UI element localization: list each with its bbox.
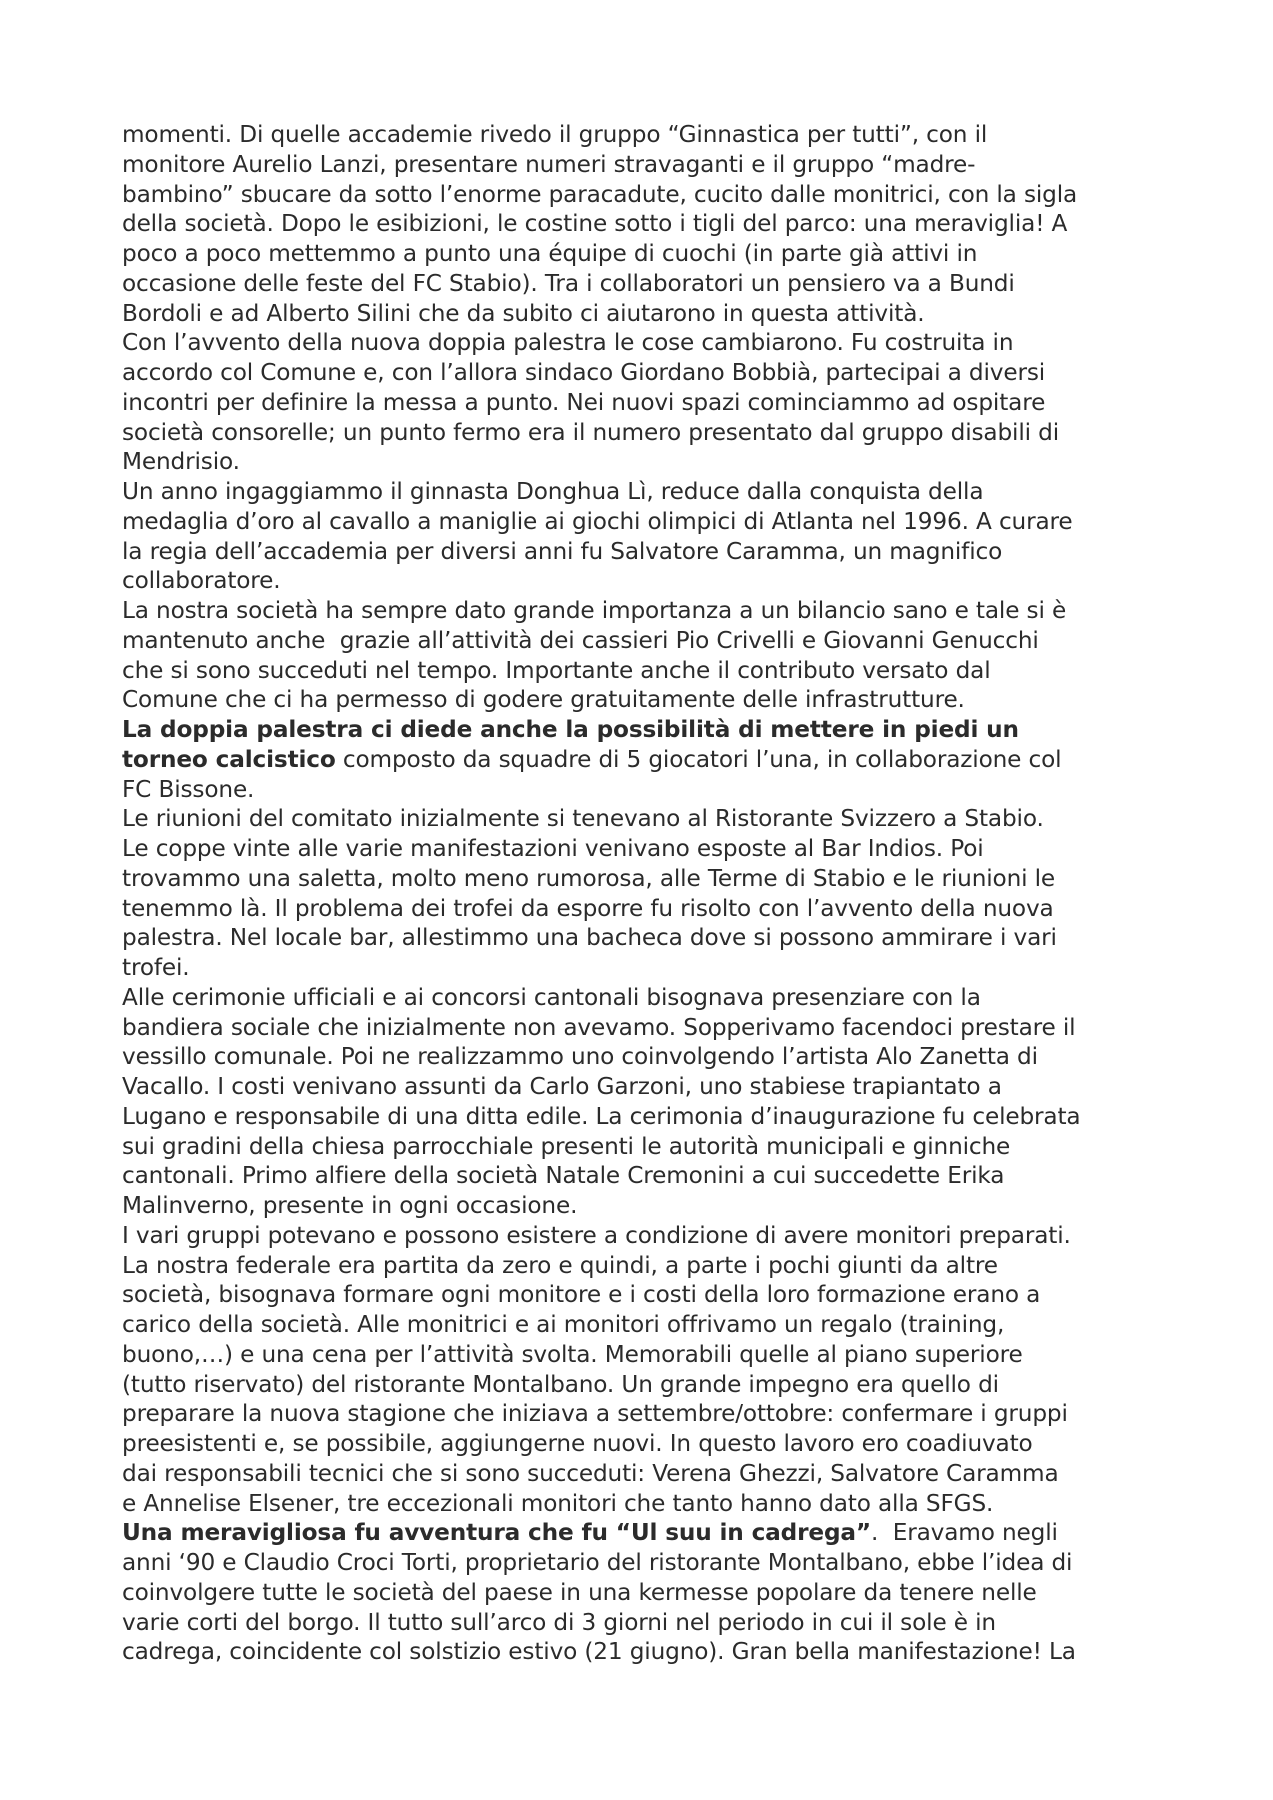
text-line (122, 1340, 1182, 1370)
text-segment: tenemmo là. Il problema dei trofei da esporre fu risolto con l’avvento della nuova (122, 894, 1054, 922)
text-segment: Con l’avvento della nuova doppia palestra le cose cambiarono. Fu costruita in (122, 329, 1014, 357)
text-line (122, 745, 1182, 775)
text-line (122, 120, 1182, 150)
text-line (122, 537, 1182, 567)
text-line (122, 1459, 1182, 1489)
text-line (122, 1132, 1182, 1162)
text-segment: preesistenti e, se possibile, aggiungerne nuovi. In questo lavoro ero coadiuvato (122, 1430, 1033, 1457)
text-line (122, 388, 1182, 418)
text-segment: collaboratore. (122, 567, 281, 595)
text-line (122, 656, 1182, 686)
text-line (122, 1221, 1182, 1251)
text-segment: anni ‘90 e Claudio Croci Torti, proprietario del ristorante Montalbano, ebbe l’idea di (122, 1549, 1073, 1576)
text-segment: varie corti del borgo. Il tutto sull’arco di 3 giorni nel periodo in cui il sole è in (122, 1608, 996, 1636)
text-segment: Bordoli e ad Alberto Silini che da subito ci aiutarono in questa attività. (122, 299, 925, 327)
text-line (122, 1429, 1182, 1459)
text-segment: Alle cerimonie ufficiali e ai concorsi cantonali bisognava presenziare con la (122, 983, 981, 1011)
text-segment: trofei. (122, 954, 190, 981)
text-line (122, 1280, 1182, 1310)
text-segment: e Annelise Elsener, tre eccezionali monitori che tanto hanno dato alla SFGS. (122, 1489, 994, 1517)
text-segment: vessillo comunale. Poi ne realizzammo uno coinvolgendo l’artista Alo Zanetta di (122, 1043, 1038, 1071)
text-segment: La nostra società ha sempre dato grande importanza a un bilancio sano e tale si è (122, 597, 1067, 624)
text-line (122, 1518, 1182, 1548)
text-segment: monitore Aurelio Lanzi, presentare numeri stravaganti e il gruppo “madre- (122, 150, 976, 178)
text-segment: la regia dell’accademia per diversi anni fu Salvatore Caramma, un magnifico (122, 537, 1003, 565)
text-line (122, 358, 1182, 388)
text-line (122, 834, 1182, 864)
text-line (122, 418, 1182, 448)
text-segment: I vari gruppi potevano e possono esistere a condizione di avere monitori preparati. (122, 1221, 1071, 1249)
text-segment: Lugano e responsabile di una ditta edile. La cerimonia d’inaugurazione fu celebrata (122, 1102, 1081, 1130)
text-line (122, 1489, 1182, 1519)
text-segment: FC Bissone. (122, 775, 255, 803)
text-line (122, 477, 1182, 507)
text-line (122, 1548, 1182, 1578)
text-segment: Un anno ingaggiammo il ginnasta Donghua Lì, reduce dalla conquista della (122, 478, 984, 505)
text-line (122, 239, 1182, 269)
text-line (122, 1578, 1182, 1608)
text-segment: poco a poco mettemmo a punto una équipe di cuochi (in parte già attivi in (122, 240, 978, 267)
text-line (122, 775, 1182, 805)
text-segment: trovammo una saletta, molto meno rumorosa, alle Terme di Stabio e le riunioni le (122, 864, 1056, 892)
text-segment: accordo col Comune e, con l’allora sindaco Giordano Bobbià, partecipai a diversi (122, 359, 1046, 386)
text-line (122, 1637, 1182, 1667)
text-segment: . Eravamo negli (871, 1519, 1058, 1547)
bold-text-segment: torneo calcistico (122, 745, 336, 773)
text-segment: incontri per definire la messa a punto. Nei nuovi spazi cominciammo ad ospitare (122, 388, 1046, 416)
text-segment: coinvolgere tutte le società del paese in una kermesse popolare da tenere nelle (122, 1578, 1037, 1606)
text-segment: medaglia d’oro al cavallo a maniglie ai giochi olimpici di Atlanta nel 1996. A curare (122, 507, 1073, 535)
text-segment: bandiera sociale che inizialmente non avevamo. Sopperivamo facendoci prestare il (122, 1013, 1076, 1041)
text-line (122, 1191, 1182, 1221)
text-segment: sui gradini della chiesa parrocchiale presenti le autorità municipali e ginniche (122, 1132, 1011, 1160)
text-line (122, 953, 1182, 983)
text-segment: società consorelle; un punto fermo era il numero presentato dal gruppo disabili di (122, 418, 1060, 446)
text-segment: carico della società. Alle monitrici e ai monitori offrivamo un regalo (training, (122, 1311, 1005, 1338)
text-line (122, 864, 1182, 894)
text-line (122, 1042, 1182, 1072)
text-line (122, 715, 1182, 745)
text-segment: mantenuto anche grazie all’attività dei cassieri Pio Crivelli e Giovanni Genucchi (122, 626, 1039, 654)
text-line (122, 180, 1182, 210)
text-line (122, 507, 1182, 537)
bold-text-segment: La doppia palestra ci diede anche la possibilità di mettere in piedi un (122, 716, 1019, 743)
text-segment: Vacallo. I costi venivano assunti da Carlo Garzoni, uno stabiese trapiantato a (122, 1073, 1002, 1100)
text-line (122, 1102, 1182, 1132)
bold-text-segment: Una meravigliosa fu avventura che fu “Ul suu in cadrega” (122, 1519, 872, 1547)
text-segment: dai responsabili tecnici che si sono succeduti: Verena Ghezzi, Salvatore Caramma (122, 1459, 1059, 1487)
text-line (122, 1072, 1182, 1102)
text-segment: buono,…) e una cena per l’attività svolta. Memorabili quelle al piano superiore (122, 1340, 1023, 1368)
text-segment: occasione delle feste del FC Stabio). Tra i collaboratori un pensiero va a Bundi (122, 269, 1015, 297)
document-body (122, 120, 1182, 1667)
text-line (122, 596, 1182, 626)
text-segment: cantonali. Primo alfiere della società Natale Cremonini a cui succedette Erika (122, 1162, 1005, 1190)
text-segment: preparare la nuova stagione che iniziava a settembre/ottobre: confermare i gruppi (122, 1400, 1068, 1428)
text-line (122, 209, 1182, 239)
text-segment: momenti. Di quelle accademie rivedo il gruppo “Ginnastica per tutti”, con il (122, 121, 988, 148)
text-line (122, 923, 1182, 953)
text-segment: società, bisognava formare ogni monitore e i costi della loro formazione erano a (122, 1281, 1041, 1309)
text-line (122, 1370, 1182, 1400)
text-line (122, 1310, 1182, 1340)
text-segment: Mendrisio. (122, 448, 240, 476)
text-line (122, 150, 1182, 180)
text-line (122, 328, 1182, 358)
text-segment: Malinverno, presente in ogni occasione. (122, 1192, 578, 1219)
text-segment: cadrega, coincidente col solstizio estivo (21 giugno). Gran bella manifestazione! La (122, 1638, 1076, 1666)
text-segment: che si sono succeduti nel tempo. Importante anche il contributo versato dal (122, 656, 991, 684)
text-segment: Le coppe vinte alle varie manifestazioni venivano esposte al Bar Indios. Poi (122, 835, 984, 862)
text-line (122, 804, 1182, 834)
text-segment: composto da squadre di 5 giocatori l’una, in collaborazione col (335, 745, 1062, 773)
text-line (122, 685, 1182, 715)
text-line (122, 566, 1182, 596)
text-line (122, 269, 1182, 299)
text-segment: della società. Dopo le esibizioni, le costine sotto i tigli del parco: una meraviglia! A (122, 210, 1068, 238)
text-line (122, 626, 1182, 656)
text-line (122, 1013, 1182, 1043)
text-segment: La nostra federale era partita da zero e quindi, a parte i pochi giunti da altre (122, 1251, 998, 1279)
text-line (122, 983, 1182, 1013)
text-segment: (tutto riservato) del ristorante Montalbano. Un grande impegno era quello di (122, 1370, 999, 1398)
text-line (122, 1161, 1182, 1191)
text-line (122, 1251, 1182, 1281)
text-segment: Comune che ci ha permesso di godere gratuitamente delle infrastrutture. (122, 686, 965, 714)
text-segment: bambino” sbucare da sotto l’enorme paracadute, cucito dalle monitrici, con la sigla (122, 180, 1078, 208)
text-segment: Le riunioni del comitato inizialmente si tenevano al Ristorante Svizzero a Stabio. (122, 805, 1044, 833)
text-line (122, 1399, 1182, 1429)
text-line (122, 299, 1182, 329)
text-line (122, 447, 1182, 477)
text-line (122, 1608, 1182, 1638)
text-segment: palestra. Nel locale bar, allestimmo una bacheca dove si possono ammirare i vari (122, 924, 1057, 952)
text-line (122, 894, 1182, 924)
